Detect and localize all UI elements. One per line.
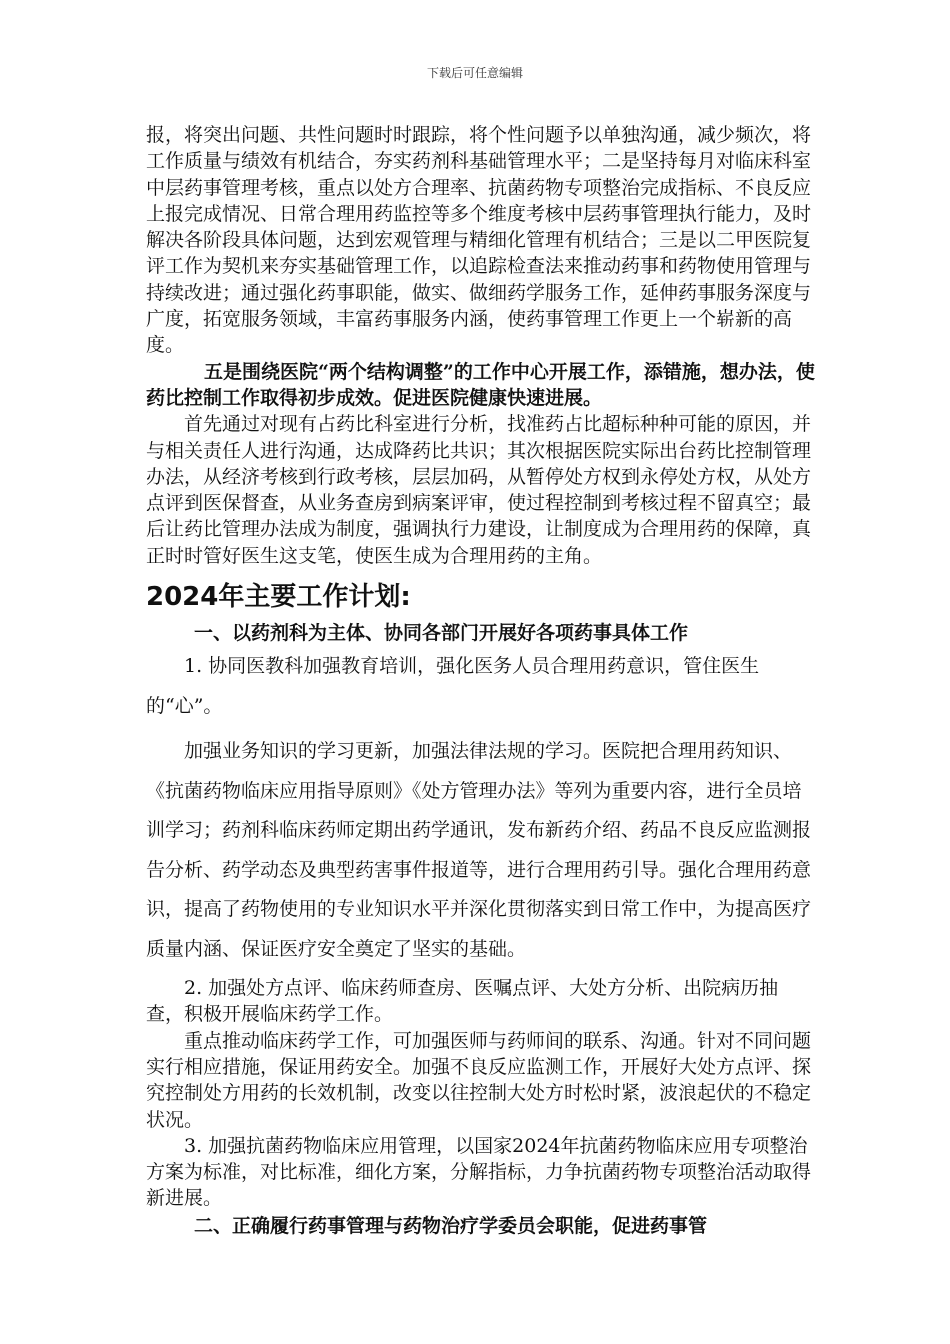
item-1-title: 1. 协同医教科加强教育培训，强化医务人员合理用药意识，管住医生的“心”。	[146, 655, 760, 717]
item-1-body: 加强业务知识的学习更新，加强法律法规的学习。医院把合理用药知识、《抗菌药物临床应用指导原则》《处方管理办法》等列为重要内容，进行全员培训学习；药剂科临床药师定期出药学通讯，发布新药介绍、药品不良反应监测报告分析、药学动态及典型药害事件报道等，进行合理用药引导。强化合理用药意识，提高了药物使用的专业知识水平并深化贯彻落实到日常工作中，为提高医疗质量内涵、保证医疗安全奠定了坚实的基础。	[146, 740, 812, 960]
item-2-title: 2. 加强处方点评、临床药师查房、医嘱点评、大处方分析、出院病历抽查，积极开展临床药学工作。	[146, 977, 779, 1026]
section-heading-committee: 二、正确履行药事管理与药物治疗学委员会职能，促进药事管	[194, 1214, 708, 1237]
page-header-note: 下载后可任意编辑	[426, 66, 523, 80]
paragraph-drug-ratio-control: 首先通过对现有占药比科室进行分析，找准药占比超标种种可能的原因，并与相关责任人进行沟通，达成降药比共识；其次根据医院实际出台药比控制管理办法，从经济考核到行政考核，层层加码，从暂停处方权到永停处方权，从处方点评到医保督查，从业务查房到病案评审，使过程控制到考核过程不留真空；最后让药比管理办法成为制度，强调执行力建设，让制度成为合理用药的保障，真正时时管好医生这支笔，使医生成为合理用药的主角。	[146, 413, 812, 567]
item-3: 3. 加强抗菌药物临床应用管理，以国家2024年抗菌药物临床应用专项整治方案为标准，对比标准，细化方案，分解指标，力争抗菌药物专项整治活动取得新进展。	[146, 1134, 812, 1210]
paragraph-management-assessment: 报，将突出问题、共性问题时时跟踪，将个性问题予以单独沟通，减少频次，将工作质量与绩效有机结合，夯实药剂科基础管理水平；二是坚持每月对临床科室中层药事管理考核，重点以处方合理率、抗菌药物专项整治完成指标、不良反应上报完成情况、日常合理用药监控等多个维度考核中层药事管理执行能力，及时解决各阶段具体问题，达到宏观管理与精细化管理有机结合；三是以二甲医院复评工作为契机来夯实基础管理工作，以追踪检查法来推动药事和药物使用管理与持续改进；通过强化药事职能，做实、做细药学服务工作，延伸药事服务深度与广度，拓宽服务领域，丰富药事服务内涵，使药事管理工作更上一个崭新的高度。	[146, 124, 812, 357]
section-heading-pharmacy: 一、以药剂科为主体、协同各部门开展好各项药事具体工作	[194, 622, 689, 645]
heading-work-plan: 2024年主要工作计划:	[146, 582, 411, 613]
document-body	[146, 122, 816, 1240]
paragraph-drug-ratio-heading: 五是围绕医院“两个结构调整”的工作中心开展工作，添错施，想办法，使药比控制工作取得初步成效。促进医院健康快速进展。	[146, 360, 815, 409]
item-2-body: 重点推动临床药学工作，可加强医师与药师间的联系、沟通。针对不同问题实行相应措施，保证用药安全。加强不良反应监测工作，开展好大处方点评、探究控制处方用药的长效机制，改变以往控制大处方时松时紧，波浪起伏的不稳定状况。	[146, 1029, 812, 1131]
